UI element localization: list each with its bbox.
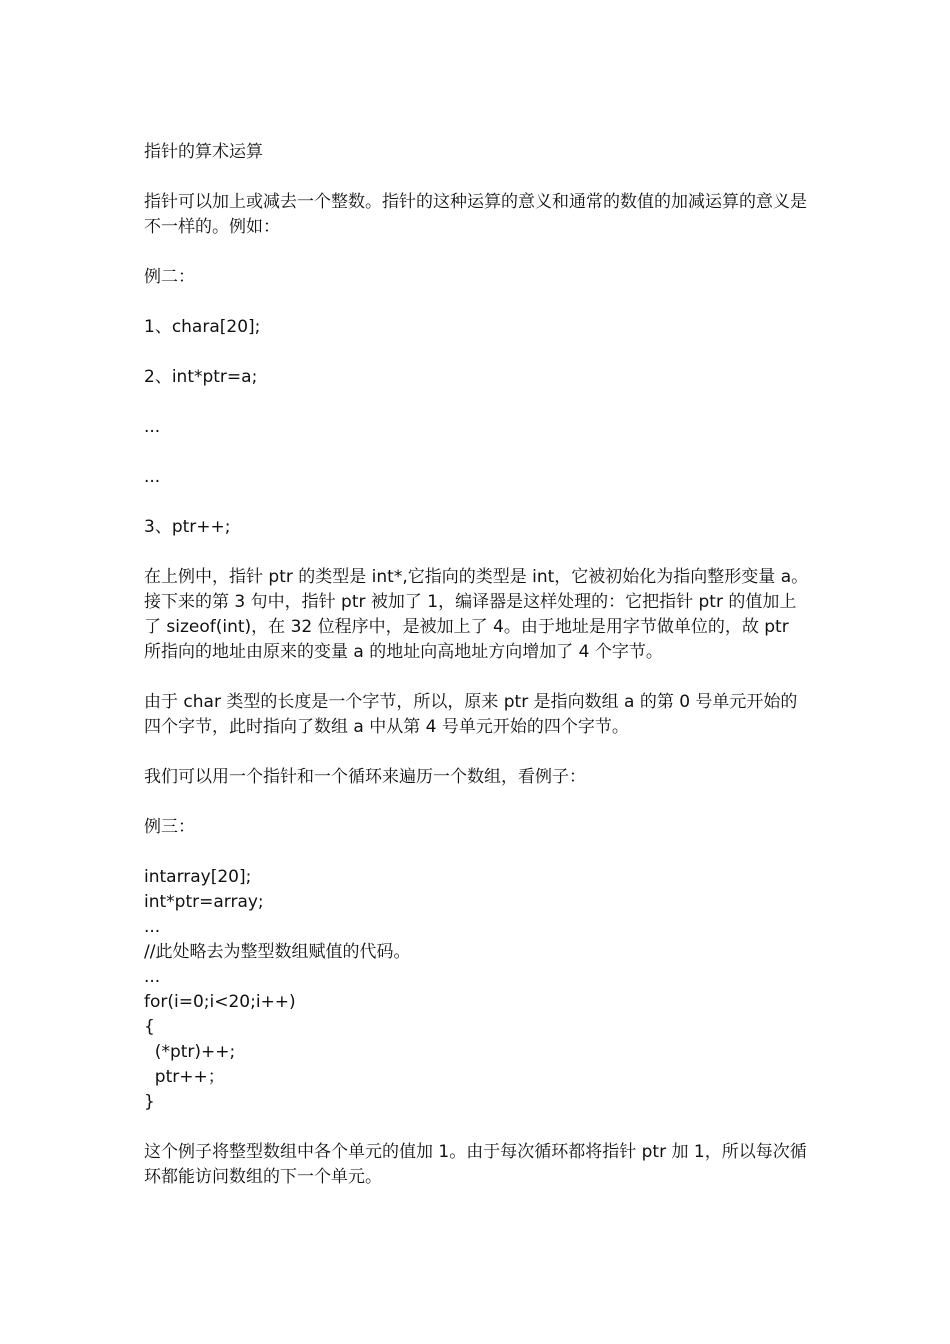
intro-paragraph: 指针可以加上或减去一个整数。指针的这种运算的意义和通常的数值的加减运算的意义是不一样的。例如： [144,192,807,237]
example2-line: 3、ptr++; [144,517,231,537]
code-line: int*ptr=array; [144,892,264,912]
loop-intro-paragraph: 我们可以用一个指针和一个循环来遍历一个数组，看例子： [144,767,586,787]
code-line: (*ptr)++; [144,1042,236,1062]
example2-line: 1、chara[20]; [144,317,261,337]
code-line: ptr++； [144,1067,225,1087]
example3-code-block [144,865,809,1115]
code-line: { [144,1017,155,1037]
example2-line: ... [144,417,161,437]
explanation-paragraph-2: 由于 char 类型的长度是一个字节，所以，原来 ptr 是指向数组 a 的第 0 号单元开始的四个字节，此时指向了数组 a 中从第 4 号单元开始的四个字节。 [144,692,798,737]
example2-label: 例二： [144,267,195,287]
conclusion-paragraph: 这个例子将整型数组中各个单元的值加 1。由于每次循环都将指针 ptr 加 1，所以每次循环都能访问数组的下一个单元。 [144,1142,807,1187]
document-body [144,140,809,1215]
section-title: 指针的算术运算 [144,142,263,162]
explanation-paragraph-1: 在上例中，指针 ptr 的类型是 int*,它指向的类型是 int，它被初始化为指向整形变量 a。接下来的第 3 句中，指针 ptr 被加了 1，编译器是这样处理的：它把指针 ptr 的值加上了 sizeof(int)，在 32 位程序中，是被加上了 4。由于地址是用字节做单位的，故 ptr 所指向的地址由原来的变量 a 的地址向高地址方向增加了 4 个字节。 [144,567,809,662]
example2-line: 2、int*ptr=a; [144,367,258,387]
example3-label: 例三： [144,817,195,837]
code-line: } [144,1092,155,1112]
code-line: //此处略去为整型数组赋值的代码。 [144,942,411,962]
code-line: ... [144,917,161,937]
code-line: for(i=0;i<20;i++) [144,992,296,1012]
code-line: ... [144,967,161,987]
example2-line: ... [144,467,161,487]
code-line: intarray[20]; [144,867,252,887]
